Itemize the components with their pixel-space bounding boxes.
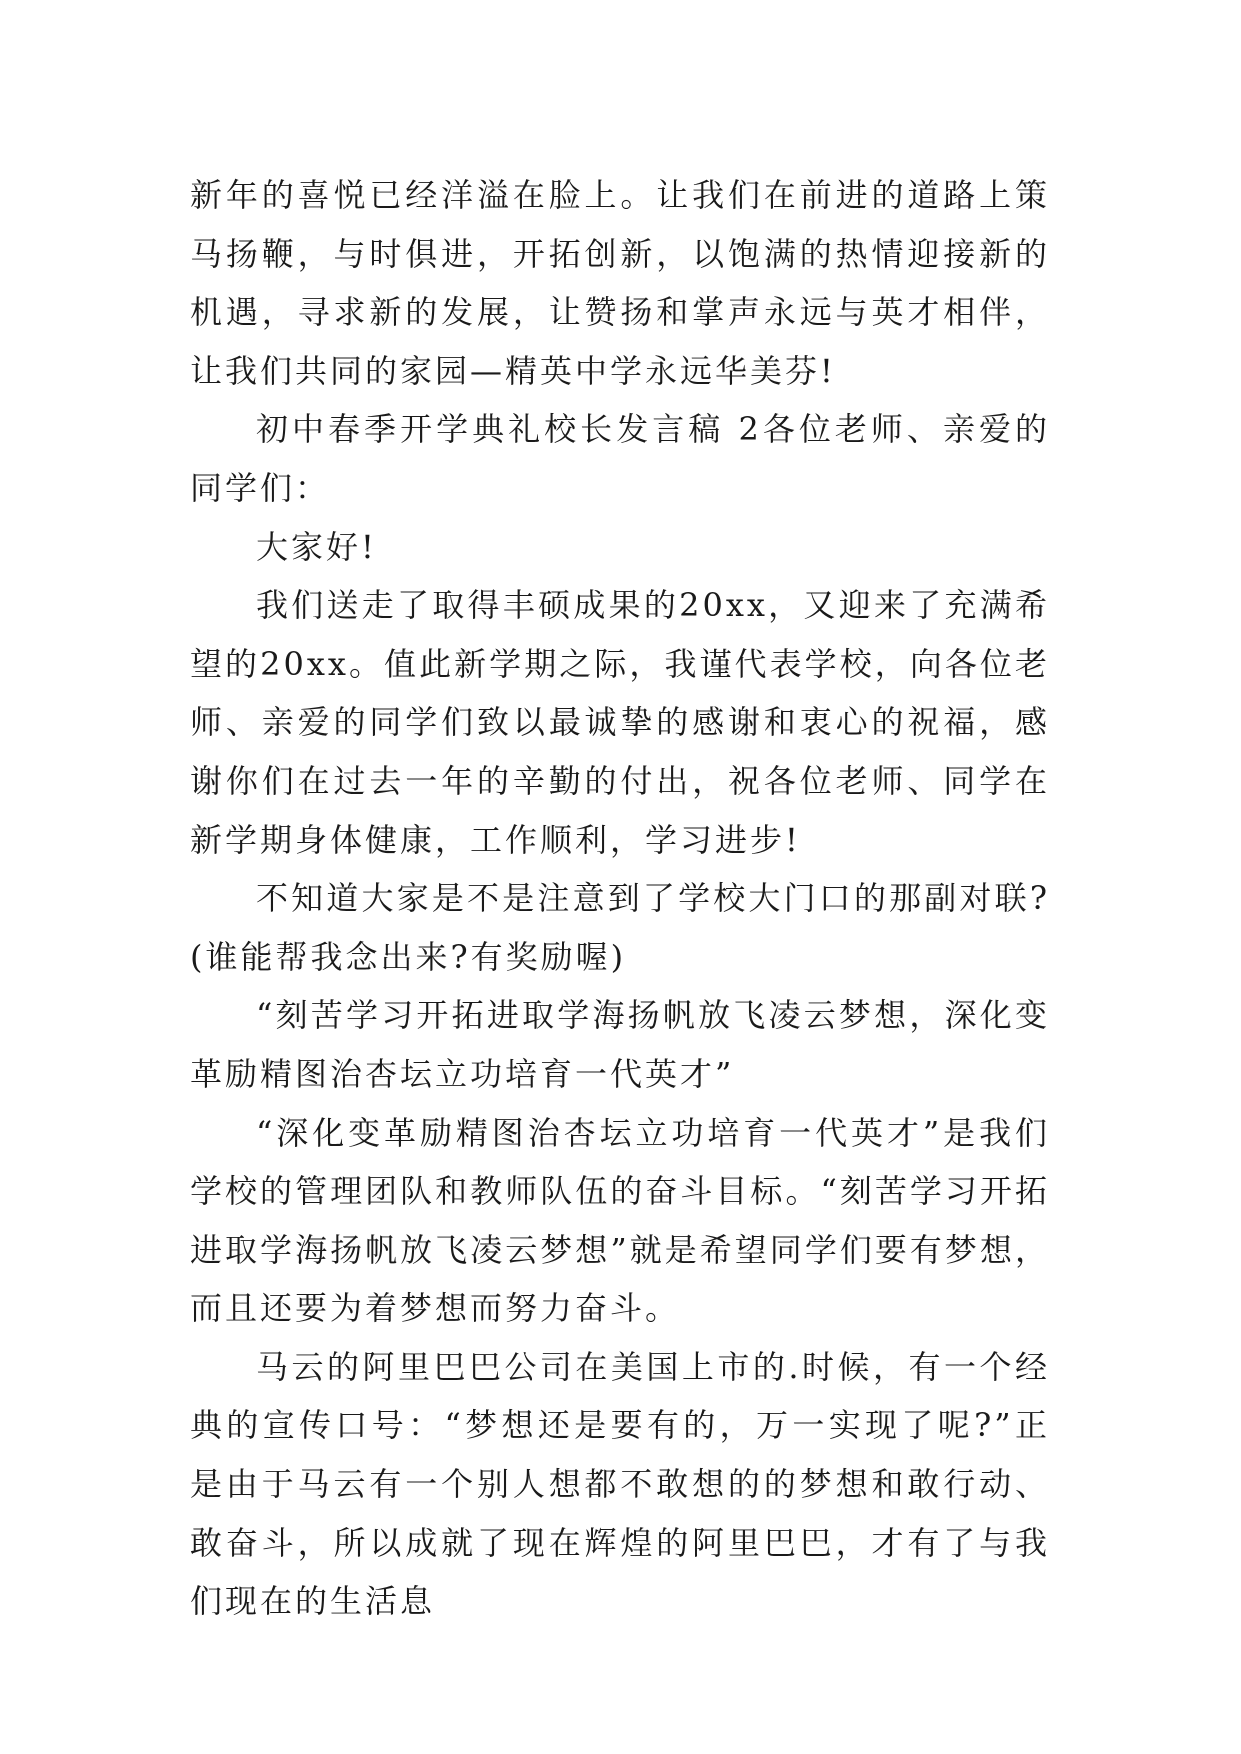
paragraph-5: 不知道大家是不是注意到了学校大门口的那副对联?(谁能帮我念出来?有奖励喔)	[190, 879, 1050, 976]
paragraph-6: “刻苦学习开拓进取学海扬帆放飞凌云梦想，深化变革励精图治杏坛立功培育一代英才”	[190, 996, 1050, 1093]
document-body	[190, 166, 1050, 1631]
paragraph-8: 马云的阿里巴巴公司在美国上市的.时候，有一个经典的宣传口号：“梦想还是要有的，万一实现了呢?”正是由于马云有一个别人想都不敢想的的梦想和敢行动、敢奋斗，所以成就了现在辉煌的阿里巴巴，才有了与我们现在的生活息	[190, 1347, 1050, 1621]
paragraph-7: “深化变革励精图治杏坛立功培育一代英才”是我们学校的管理团队和教师队伍的奋斗目标。“刻苦学习开拓进取学海扬帆放飞凌云梦想”就是希望同学们要有梦想，而且还要为着梦想而努力奋斗。	[190, 1113, 1050, 1328]
paragraph-1: 新年的喜悦已经洋溢在脸上。让我们在前进的道路上策马扬鞭，与时俱进，开拓创新，以饱满的热情迎接新的机遇，寻求新的发展，让赞扬和掌声永远与英才相伴，让我们共同的家园—精英中学永远华美芬!	[190, 176, 1050, 390]
paragraph-2: 初中春季开学典礼校长发言稿 2各位老师、亲爱的同学们：	[190, 410, 1050, 507]
paragraph-3: 大家好!	[256, 527, 377, 566]
paragraph-4: 我们送走了取得丰硕成果的20xx，又迎来了充满希望的20xx。值此新学期之际，我谨代表学校，向各位老师、亲爱的同学们致以最诚挚的感谢和衷心的祝福，感谢你们在过去一年的辛勤的付出，祝各位老师、同学在新学期身体健康，工作顺利，学习进步!	[190, 586, 1050, 859]
